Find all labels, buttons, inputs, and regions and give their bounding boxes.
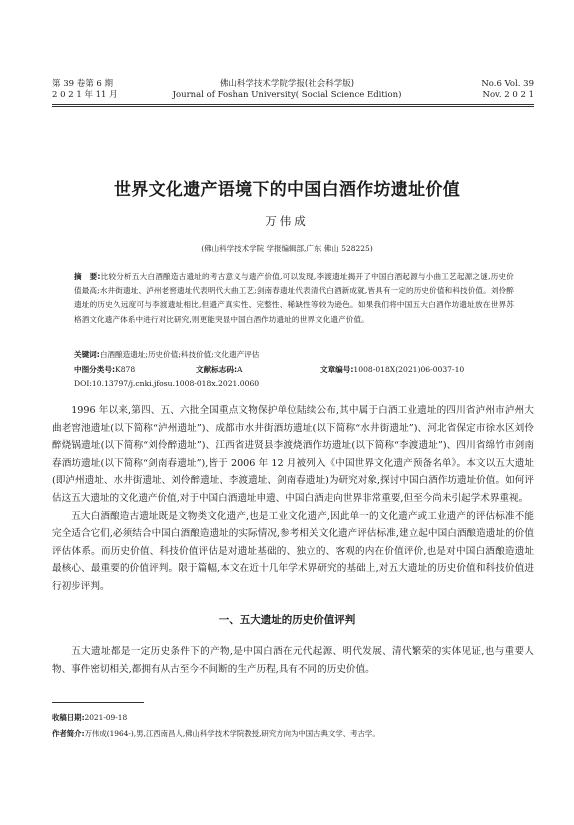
- doc-code-label: 文献标志码:: [196, 365, 238, 374]
- journal-name-cn: 佛山科学技术学院学报(社会科学版): [219, 79, 355, 89]
- abstract-label: 摘 要:: [74, 272, 101, 281]
- journal-volume-info: [52, 79, 118, 101]
- keywords: [74, 348, 514, 361]
- article-number-value: 1008-018X(2021)06-0037-10: [353, 365, 465, 374]
- volume-issue: 第 39 卷第 6 期: [52, 79, 114, 89]
- publication-date: 2 0 2 1 年 11 月: [52, 90, 118, 100]
- article-number: [320, 363, 464, 376]
- article-number-label: 文章编号:: [320, 365, 354, 374]
- author-name: 万伟成: [265, 214, 309, 228]
- journal-name: [150, 79, 424, 101]
- keywords-label: 关键词:: [74, 350, 100, 359]
- clc-number: [74, 363, 135, 376]
- paragraph-2: 五大白酒酿造古遗址既是文物类文化遗产,也是工业文化遗产,因此单一的文化遗产或工业遗产的评估标准不能完全适合它们,必须结合中国白酒酿造遗址的实际情况,参考相关文化遗产评估标准,建立起中国白酒酿造遗址的价值评估体系。而历史价值、科技价值评估是对遗址基础的、独立的、客观的内在价值评价,也是对中国白酒酿造遗址最核心、最重要的价值评判。限于篇幅,本文在近十几年学术界研究的基础上,对五大遗址的历史价值和科技价值进行初步评判。: [52, 510, 534, 592]
- header-rule-bottom: [52, 106, 534, 107]
- journal-issue-en: [481, 79, 534, 101]
- body-text-section: [52, 643, 534, 678]
- issue-number-en: No.6 Vol. 39: [481, 79, 534, 89]
- received-label: 收稿日期:: [52, 713, 85, 722]
- paragraph-3: 五大遗址都是一定历史条件下的产物,是中国白酒在元代起源、明代发展、清代繁荣的实体见证,也与重要人物、事件密切相关,都拥有从古至今不间断的生产历程,具有不同的历史价值。: [52, 646, 534, 675]
- document-code: [196, 363, 243, 376]
- footnote-rule: [52, 702, 144, 703]
- clc-value: K878: [115, 365, 136, 374]
- received-value: 2021-09-18: [84, 713, 128, 722]
- header-rule-top: [52, 104, 534, 105]
- doi: DOI:10.13797/j.cnki.jfosu.1008-018x.2021.0060: [74, 379, 260, 388]
- clc-label: 中图分类号:: [74, 365, 116, 374]
- author-affiliation: (佛山科学技术学院 学报编辑部,广东 佛山 528225): [201, 244, 373, 253]
- doc-code-value: A: [237, 365, 243, 374]
- author-bio-value: 万伟成(1964-),男,江西南昌人,佛山科学技术学院教授,研究方向为中国古典文学、考古学。: [84, 729, 380, 738]
- section-heading: 一、五大遗址的历史价值评判: [218, 614, 356, 626]
- abstract-text: 比较分析五大白酒酿造古遗址的考古意义与遗产价值,可以发现,李渡遗址揭开了中国白酒起源与小曲工艺起源之谜,历史价值最高;水井街遗址、泸州老窖遗址代表明代大曲工艺;剑南春遗址代表清代白酒新成就,皆具有一定的历史价值和科技价值。刘伶醉遗址的历史久远度可与李渡遗址相比,但遗产真实性、完整性、稀缺性等较为逊色。如果我们将中国五大白酒作坊遗址放在世界苏格酒文化遗产体系中进行对比研究,则更能突显中国白酒作坊遗址的世界文化遗产价值。: [74, 272, 514, 324]
- author-bio: [52, 726, 534, 742]
- journal-name-en: Journal of Foshan University( Social Science Edition): [172, 90, 402, 100]
- received-date: [52, 710, 534, 726]
- author-bio-label: 作者简介:: [52, 729, 85, 738]
- keywords-text: 白酒酿造遗址;历史价值;科技价值;文化遗产评估: [99, 350, 260, 359]
- issue-date-en: Nov. 2 0 2 1: [482, 90, 534, 100]
- body-text: [52, 402, 534, 596]
- abstract: [74, 270, 514, 327]
- article-title: 世界文化遗产语境下的中国白酒作坊遗址价值: [114, 180, 460, 200]
- paragraph-1: 1996 年以来,第四、五、六批全国重点文物保护单位陆续公布,其中属于白酒工业遗址的四川省泸州市泸州大曲老窖池遗址(以下简称“泸州遗址”)、成都市水井街酒坊遗址(以下简称“水井街遗址”)、河北省保定市徐水区刘伶醉烧锅遗址(以下简称“刘伶醉遗址”)、江西省进贤县李渡烧酒作坊遗址(以下简称“李渡遗址”)、四川省绵竹市剑南春酒坊遗址(以下简称“剑南春遗址”),皆于 2006 年 12 月被列入《中国世界文化遗产预备名单》。本文以五大遗址(即泸州遗址、水井街遗址、刘伶醉遗址、李渡遗址、剑南春遗址)为研究对象,探讨中国白酒作坊遗址价值。如何评估这五大遗址的文化遗产价值,对于中国白酒遗址申遗、中国白酒走向世界非常重要,但至今尚未引起学术界重视。: [52, 405, 534, 504]
